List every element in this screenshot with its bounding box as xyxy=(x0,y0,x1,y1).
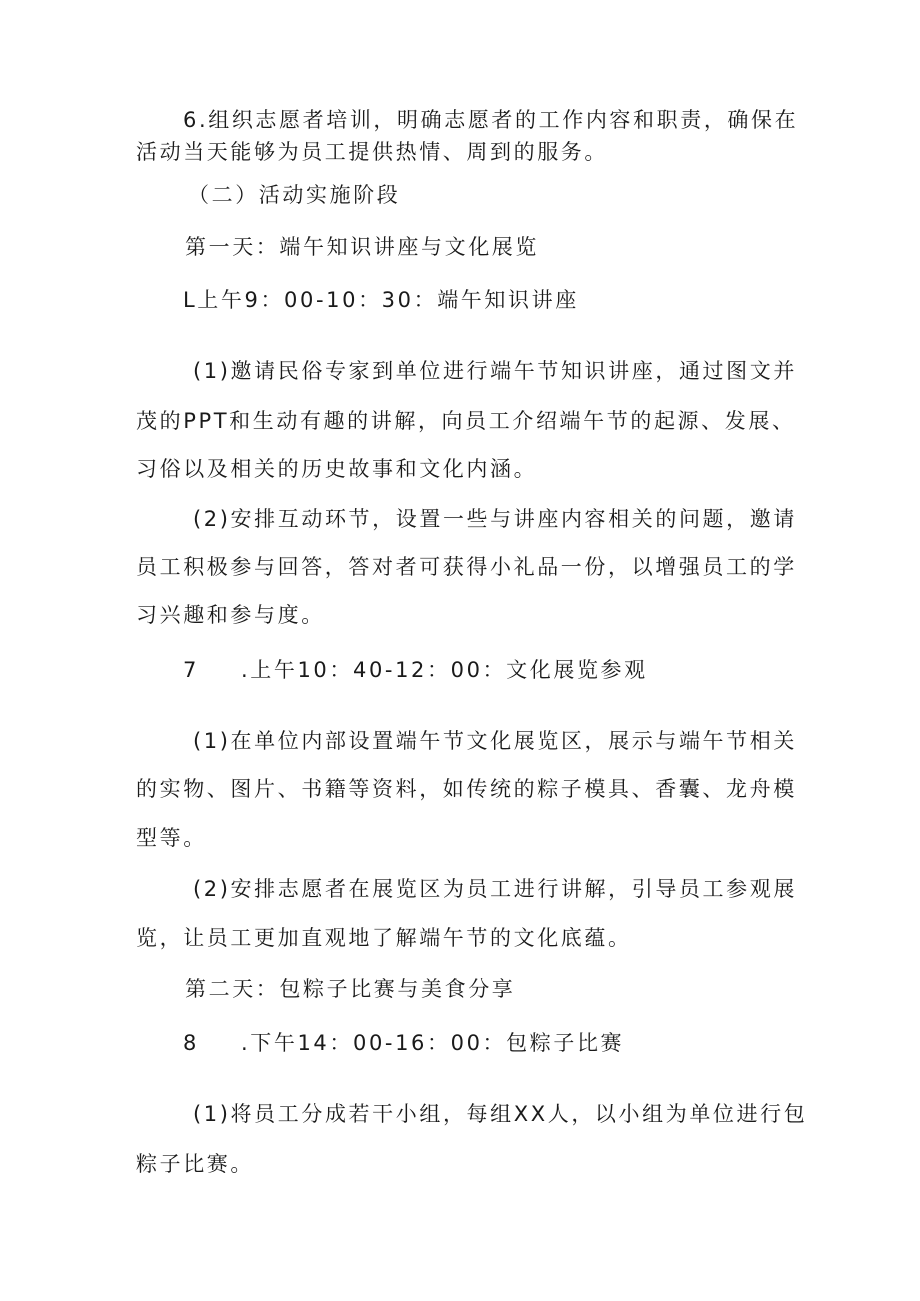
day-heading: 第一天：端午知识讲座与文化展览 xyxy=(185,235,539,259)
schedule-item xyxy=(183,1029,843,1057)
schedule-item: L上午9：00-10：30：端午知识讲座 xyxy=(183,288,579,312)
paragraph-line: 习俗以及相关的历史故事和文化内涵。 xyxy=(136,457,538,481)
schedule-text: .下午14：00-16：00：包粽子比赛 xyxy=(241,1031,625,1055)
paragraph-line: 6.组织志愿者培训，明确志愿者的工作内容和职责，确保在 xyxy=(183,108,799,132)
paragraph-line: (2)安排志愿者在展览区为员工进行讲解，引导员工参观展 xyxy=(193,877,797,901)
paragraph-line: (1)在单位内部设置端午节文化展览区，展示与端午节相关 xyxy=(193,729,797,753)
paragraph-line: 的实物、图片、书籍等资料，如传统的粽子模具、香囊、龙舟模 xyxy=(136,777,797,801)
section-heading: （二）活动实施阶段 xyxy=(188,183,401,207)
schedule-text: .上午10：40-12：00：文化展览参观 xyxy=(241,658,648,682)
paragraph-line: 型等。 xyxy=(136,826,207,850)
list-number: 8 xyxy=(183,1031,199,1055)
paragraph-line: 习兴趣和参与度。 xyxy=(136,603,325,627)
schedule-item xyxy=(183,656,843,684)
paragraph-line: 览，让员工更加直观地了解端午节的文化底蕴。 xyxy=(136,926,632,950)
paragraph-line: (1)将员工分成若干小组，每组XX人，以小组为单位进行包 xyxy=(193,1102,808,1126)
paragraph-line: (2)安排互动环节，设置一些与讲座内容相关的问题，邀请 xyxy=(193,507,797,531)
paragraph-line: 茂的PPT和生动有趣的讲解，向员工介绍端午节的起源、发展、 xyxy=(136,409,796,433)
paragraph-line: 活动当天能够为员工提供热情、周到的服务。 xyxy=(136,140,608,164)
list-number: 7 xyxy=(183,658,199,682)
paragraph-line: 粽子比赛。 xyxy=(136,1152,254,1176)
paragraph-line: 员工积极参与回答，答对者可获得小礼品一份，以增强员工的学 xyxy=(136,555,797,579)
paragraph-line: (1)邀请民俗专家到单位进行端午节知识讲座，通过图文并 xyxy=(193,359,797,383)
day-heading: 第二天：包粽子比赛与美食分享 xyxy=(185,977,516,1001)
